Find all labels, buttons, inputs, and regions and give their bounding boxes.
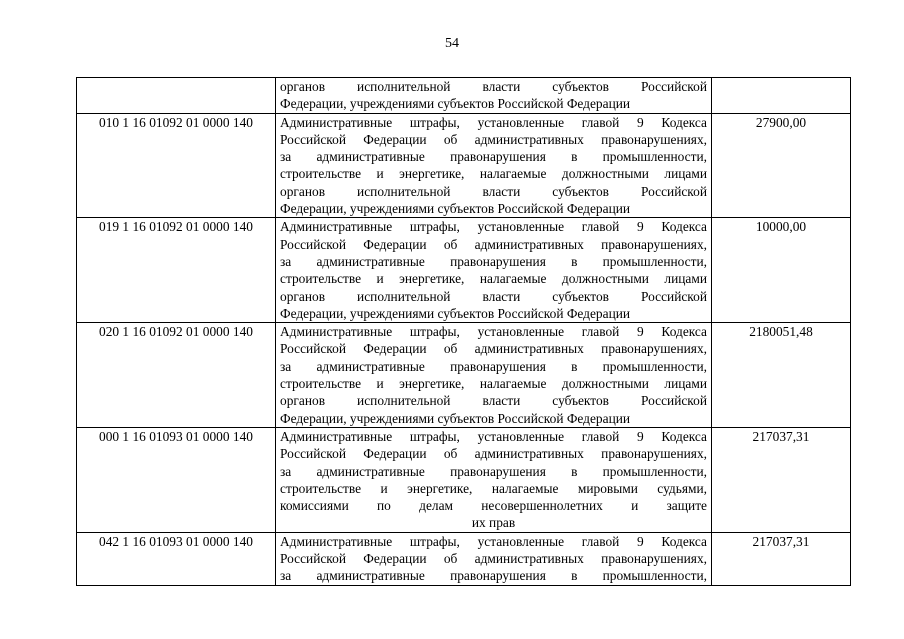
description-line: Российской Федерации об административных правонарушениях, <box>280 131 707 147</box>
description-line: за административные правонарушения в промышленности, <box>280 253 707 269</box>
description-cell <box>276 323 712 428</box>
description-line: строительстве и энергетике, налагаемые должностными лицами <box>280 271 707 287</box>
description-line: строительстве и энергетике, налагаемые должностными лицами <box>280 376 707 392</box>
description-line: Российской Федерации об административных правонарушениях, <box>280 446 707 462</box>
description-line: за административные правонарушения в промышленности, <box>280 463 707 479</box>
description-line: за административные правонарушения в промышленности, <box>280 568 707 584</box>
description-line: Административные штрафы, установленные главой 9 Кодекса <box>280 219 707 235</box>
table-row <box>77 218 851 323</box>
table-body <box>77 78 851 586</box>
table-row <box>77 532 851 585</box>
description-line: Федерации, учреждениями субъектов Российской Федерации <box>280 410 631 426</box>
description-cell <box>276 532 712 585</box>
table-row <box>77 323 851 428</box>
table-row <box>77 113 851 218</box>
description-cell <box>276 113 712 218</box>
description-line: строительстве и энергетике, налагаемые должностными лицами <box>280 166 707 182</box>
budget-code-cell: 000 1 16 01093 01 0000 140 <box>77 427 276 532</box>
budget-code-cell <box>77 78 276 114</box>
budget-code-cell: 010 1 16 01092 01 0000 140 <box>77 113 276 218</box>
amount-cell <box>712 78 851 114</box>
description-line: органов исполнительной власти субъектов Российской <box>280 393 707 409</box>
description-line: комиссиями по делам несовершеннолетних и защите <box>280 498 707 514</box>
revenue-table <box>76 77 851 586</box>
description-line: Административные штрафы, установленные главой 9 Кодекса <box>280 324 707 340</box>
budget-code-cell: 042 1 16 01093 01 0000 140 <box>77 532 276 585</box>
table-row <box>77 427 851 532</box>
description-line: Российской Федерации об административных правонарушениях, <box>280 341 707 357</box>
amount-cell: 217037,31 <box>712 427 851 532</box>
amount-cell: 10000,00 <box>712 218 851 323</box>
budget-code-cell: 020 1 16 01092 01 0000 140 <box>77 323 276 428</box>
amount-cell: 217037,31 <box>712 532 851 585</box>
description-line: их прав <box>471 515 516 531</box>
description-line: органов исполнительной власти субъектов Российской <box>280 183 707 199</box>
description-line: органов исполнительной власти субъектов Российской <box>280 79 707 94</box>
amount-cell: 2180051,48 <box>712 323 851 428</box>
description-cell <box>276 427 712 532</box>
description-line: Административные штрафы, установленные главой 9 Кодекса <box>280 114 707 130</box>
page-number: 54 <box>445 36 459 51</box>
description-line: Российской Федерации об административных правонарушениях, <box>280 236 707 252</box>
description-line: Административные штрафы, установленные главой 9 Кодекса <box>280 428 707 444</box>
description-line: Административные штрафы, установленные главой 9 Кодекса <box>280 533 707 549</box>
description-line: органов исполнительной власти субъектов Российской <box>280 288 707 304</box>
table-row <box>77 78 851 114</box>
budget-code-cell: 019 1 16 01092 01 0000 140 <box>77 218 276 323</box>
description-cell <box>276 78 712 114</box>
description-line: Федерации, учреждениями субъектов Российской Федерации <box>280 96 631 112</box>
amount-cell: 27900,00 <box>712 113 851 218</box>
description-line: за административные правонарушения в промышленности, <box>280 149 707 165</box>
description-line: Федерации, учреждениями субъектов Российской Федерации <box>280 305 631 321</box>
description-cell <box>276 218 712 323</box>
description-line: Российской Федерации об административных правонарушениях, <box>280 551 707 567</box>
description-line: Федерации, учреждениями субъектов Российской Федерации <box>280 201 631 217</box>
description-line: строительстве и энергетике, налагаемые мировыми судьями, <box>280 480 707 496</box>
description-line: за административные правонарушения в промышленности, <box>280 358 707 374</box>
